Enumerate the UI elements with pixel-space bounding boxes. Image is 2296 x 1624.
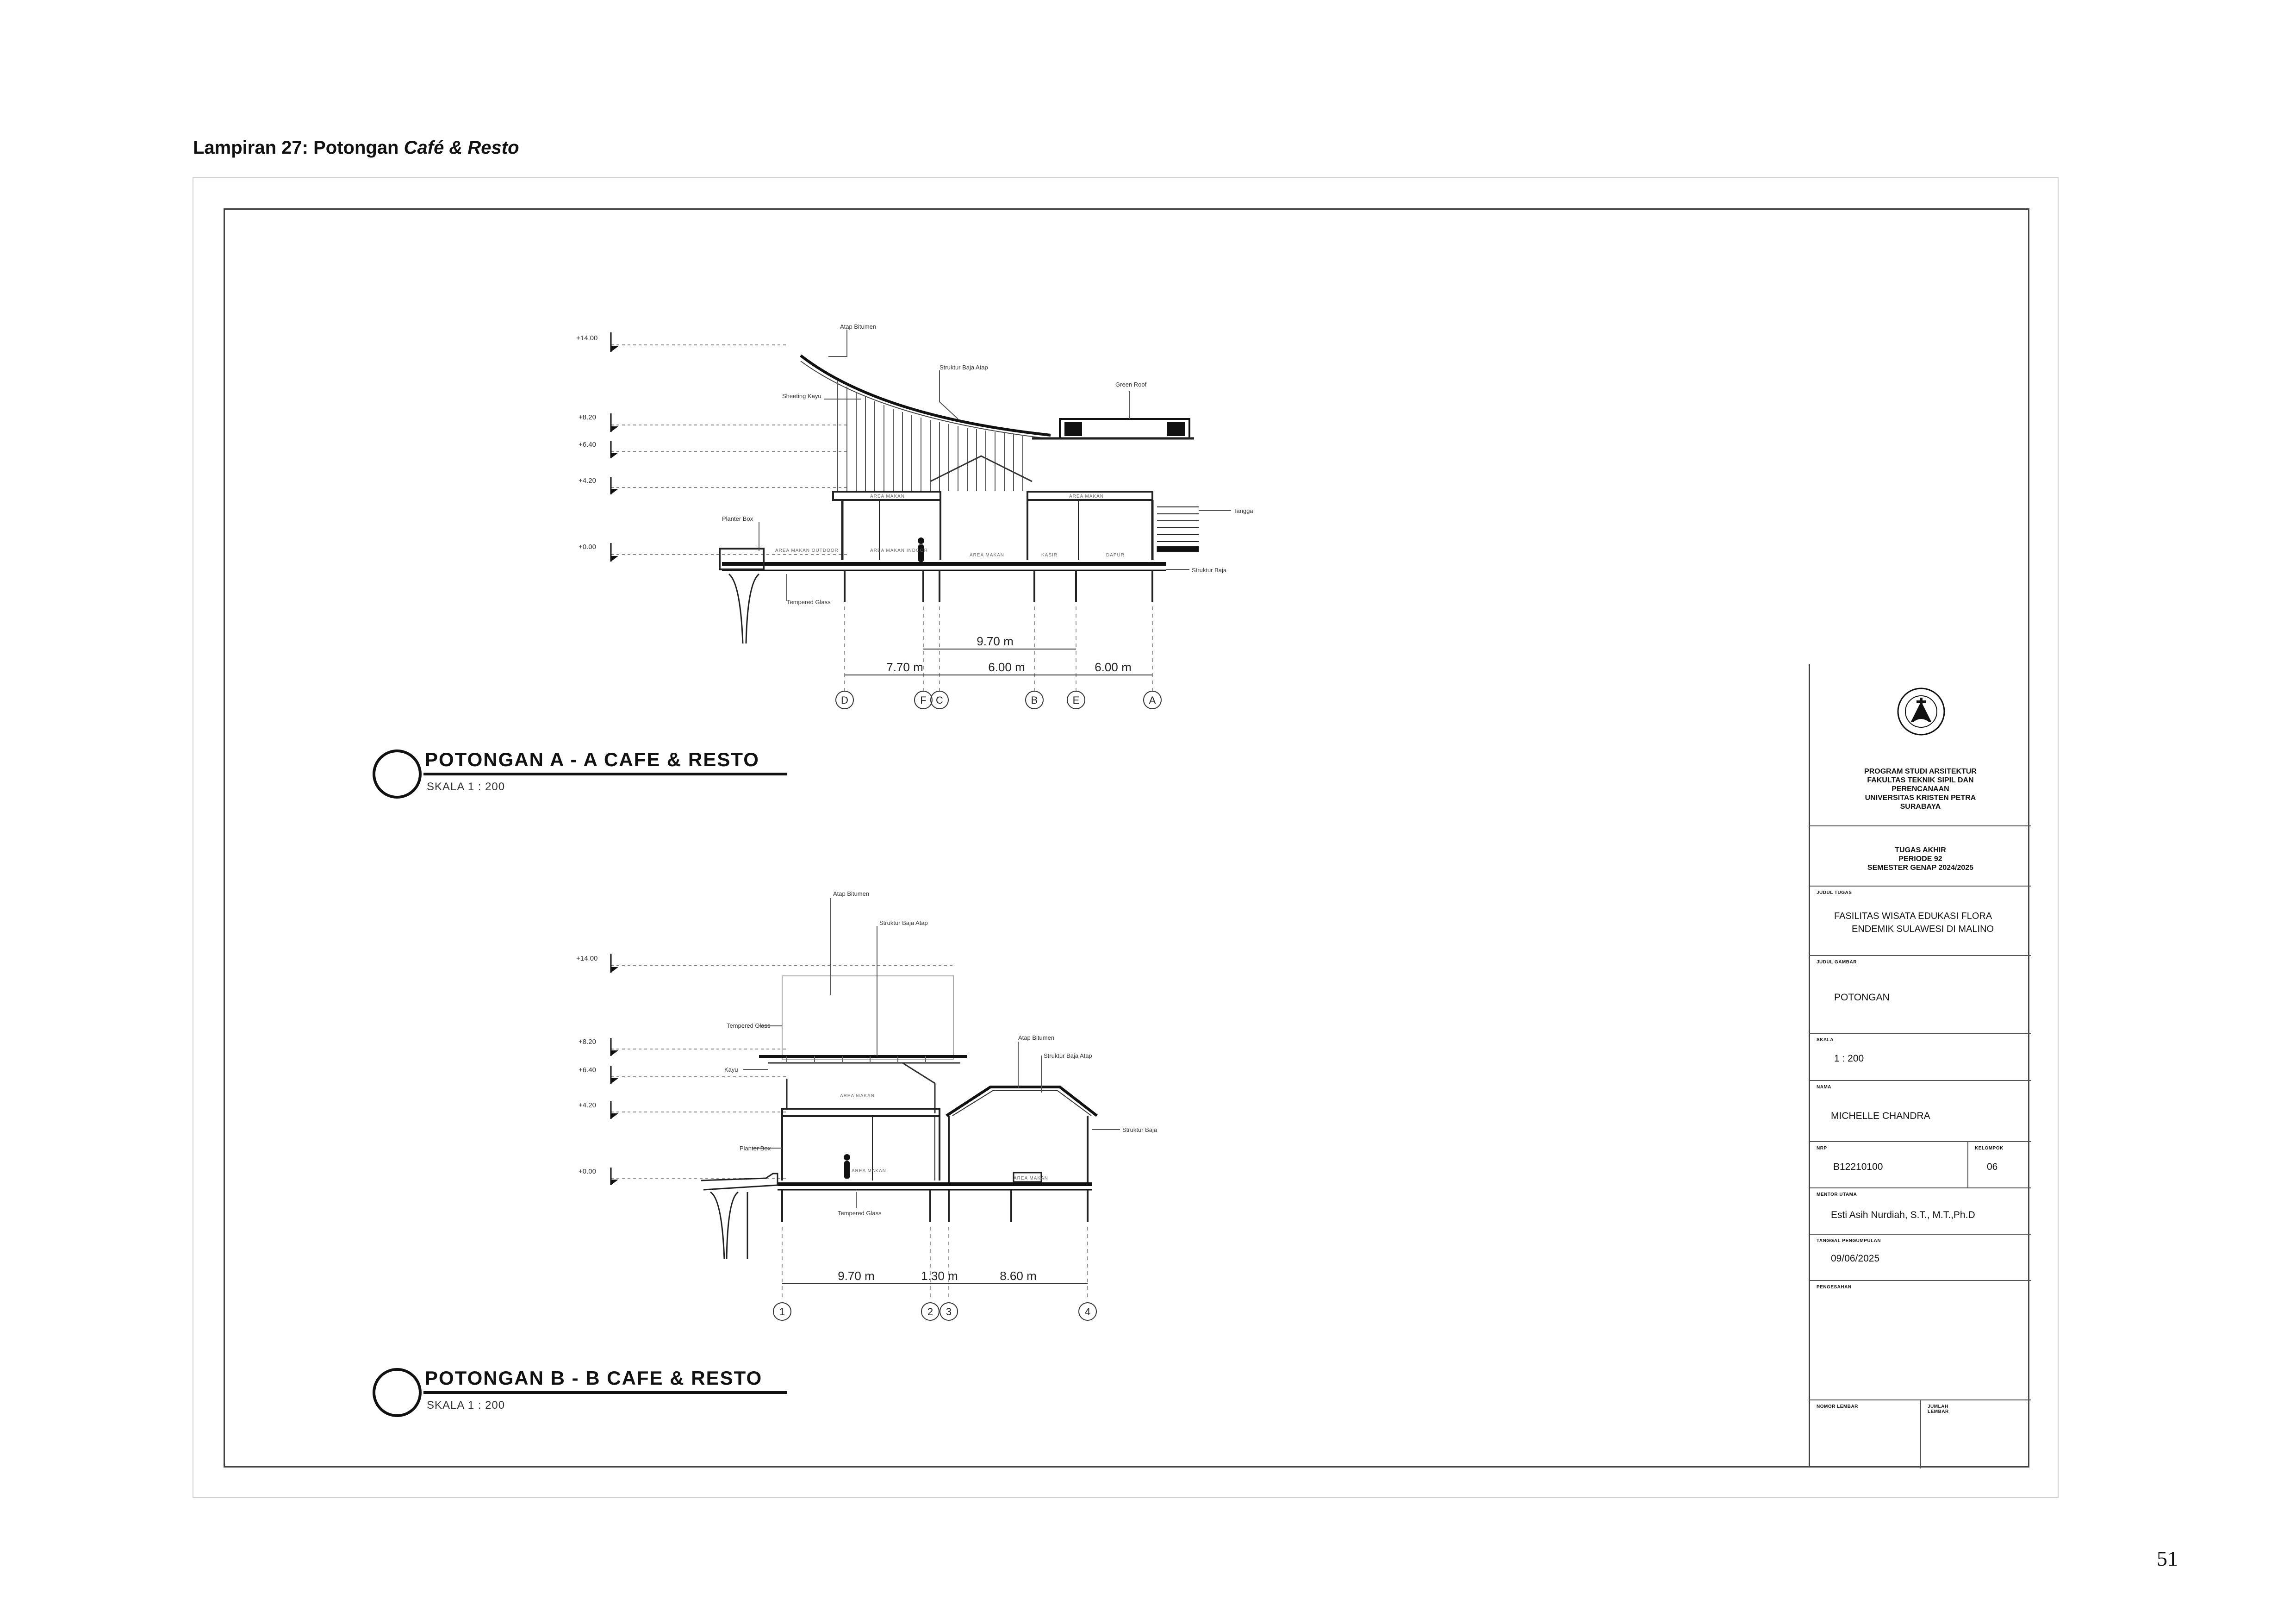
a-grid-A: A <box>1149 694 1156 706</box>
a-room-area-makan-indoor: AREA MAKAN INDOOR <box>870 548 928 553</box>
a-label-struktur-baja: Struktur Baja <box>1192 567 1227 574</box>
pengesahan-label: PENGESAHAN <box>1817 1285 1852 1290</box>
project-line-3: SEMESTER GENAP 2024/2025 <box>1867 864 1974 872</box>
b-room-area-makan-1: AREA MAKAN <box>840 1093 875 1099</box>
caption-prefix: Lampiran 27: Potongan <box>193 137 404 158</box>
b-dim-2: 1.30 m <box>921 1269 958 1283</box>
a-grid-C: C <box>936 694 943 706</box>
nrp-cell <box>1810 1141 2031 1187</box>
a-label-atap-bitumen: Atap Bitumen <box>840 323 877 330</box>
nomor-lembar-label: NOMOR LEMBAR <box>1817 1404 1858 1409</box>
project-line-2: PERIODE 92 <box>1898 855 1942 863</box>
a-label-tangga: Tangga <box>1233 507 1253 514</box>
b-grid-1: 1 <box>779 1306 785 1318</box>
a-level-5: +0.00 <box>579 543 596 551</box>
b-dim-3: 8.60 m <box>1000 1269 1037 1283</box>
b-room-area-makan-2: AREA MAKAN <box>852 1168 887 1174</box>
a-grid-E: E <box>1072 694 1080 706</box>
institution-line-3: PERENCANAAN <box>1892 785 1949 793</box>
kelompok-value: 06 <box>1987 1162 1998 1172</box>
b-label-kayu: Kayu <box>724 1066 738 1073</box>
b-level-1: +14.00 <box>576 955 598 962</box>
pengesahan-cell <box>1810 1280 2031 1399</box>
b-label-tempered-glass-1: Tempered Glass <box>727 1022 771 1029</box>
judul-gambar-label: JUDUL GAMBAR <box>1817 960 1857 965</box>
university-seal <box>1897 684 1945 739</box>
b-grid-4: 4 <box>1084 1306 1091 1318</box>
judul-tugas-label: JUDUL TUGAS <box>1817 890 1852 895</box>
a-room-area-makan-outdoor: AREA MAKAN OUTDOOR <box>775 548 839 553</box>
mentor-value: Esti Asih Nurdiah, S.T., M.T.,Ph.D <box>1831 1210 1975 1220</box>
judul-tugas-cell <box>1810 886 2031 955</box>
judul-tugas-line-1: FASILITAS WISATA EDUKASI FLORA <box>1834 911 1992 921</box>
tanggal-cell <box>1810 1234 2031 1280</box>
nama-label: NAMA <box>1817 1085 1831 1090</box>
a-level-1: +14.00 <box>576 334 598 342</box>
project-line-1: TUGAS AKHIR <box>1895 846 1946 854</box>
caption-italic: Café & Resto <box>404 137 519 158</box>
institution-line-2: FAKULTAS TEKNIK SIPIL DAN <box>1867 776 1974 784</box>
section-b-scale: SKALA 1 : 200 <box>427 1399 505 1412</box>
section-a-scale: SKALA 1 : 200 <box>427 781 505 793</box>
a-grid-D: D <box>841 694 848 706</box>
a-level-2: +8.20 <box>579 413 596 421</box>
nama-value: MICHELLE CHANDRA <box>1831 1111 1930 1121</box>
lembar-cell <box>1810 1399 2031 1468</box>
skala-label: SKALA <box>1817 1037 1834 1043</box>
b-grid-2: 2 <box>927 1306 933 1318</box>
b-label-struktur-baja-atap-2: Struktur Baja Atap <box>1044 1052 1092 1059</box>
a-label-planter-box: Planter Box <box>722 515 753 522</box>
a-room-kasir: KASIR <box>1041 553 1058 558</box>
judul-gambar-cell <box>1810 955 2031 1033</box>
judul-gambar-value: POTONGAN <box>1834 992 1890 1003</box>
section-b-title-block <box>374 1367 787 1416</box>
a-label-tempered-glass: Tempered Glass <box>787 599 831 606</box>
a-grid-B: B <box>1031 694 1038 706</box>
a-dim-1: 9.70 m <box>977 634 1014 648</box>
a-dim-3: 6.00 m <box>988 660 1025 674</box>
a-room-area-makan-3: AREA MAKAN <box>970 553 1005 558</box>
b-label-tempered-glass-2: Tempered Glass <box>838 1210 882 1217</box>
title-block <box>1809 664 2029 1468</box>
tanggal-value: 09/06/2025 <box>1831 1253 1880 1264</box>
b-label-struktur-baja: Struktur Baja <box>1122 1126 1157 1133</box>
skala-value: 1 : 200 <box>1834 1053 1864 1064</box>
a-level-3: +6.40 <box>579 441 596 449</box>
a-dim-4: 6.00 m <box>1095 660 1132 674</box>
page-number: 51 <box>2157 1547 2178 1570</box>
a-room-area-makan-2: AREA MAKAN <box>1069 494 1104 499</box>
nama-cell <box>1810 1080 2031 1141</box>
a-room-dapur: DAPUR <box>1106 553 1125 558</box>
b-level-5: +0.00 <box>579 1168 596 1175</box>
nrp-label: NRP <box>1817 1146 1827 1151</box>
a-grid-F: F <box>920 694 927 706</box>
a-dim-2: 7.70 m <box>886 660 923 674</box>
kelompok-label: KELOMPOK <box>1975 1146 2004 1151</box>
jumlah-lembar-cell <box>1920 1400 1949 1468</box>
project-cell <box>1810 825 2031 886</box>
a-label-sheeting-kayu: Sheeting Kayu <box>782 393 821 400</box>
a-level-4: +4.20 <box>579 477 596 485</box>
institution-line-1: PROGRAM STUDI ARSITEKTUR <box>1864 768 1977 775</box>
b-level-4: +4.20 <box>579 1101 596 1109</box>
section-a-title-block <box>374 749 787 797</box>
b-label-struktur-baja-atap-1: Struktur Baja Atap <box>879 919 928 926</box>
mentor-label: MENTOR UTAMA <box>1817 1192 1857 1197</box>
skala-cell <box>1810 1033 2031 1080</box>
section-a-title: POTONGAN A - A CAFE & RESTO <box>425 749 759 770</box>
jumlah-lembar-label: JUMLAH LEMBAR <box>1928 1404 1949 1414</box>
nrp-value: B12210100 <box>1833 1162 1883 1172</box>
institution-line-5: SURABAYA <box>1900 803 1941 811</box>
b-label-planter-box: Planter Box <box>740 1145 771 1152</box>
section-b-title: POTONGAN B - B CAFE & RESTO <box>425 1367 763 1389</box>
b-person-figure <box>844 1154 850 1179</box>
judul-tugas-line-2: ENDEMIK SULAWESI DI MALINO <box>1852 924 1994 934</box>
b-room-area-makan-3: AREA MAKAN <box>1014 1176 1049 1181</box>
b-level-3: +6.40 <box>579 1066 596 1074</box>
b-grid-3: 3 <box>946 1306 952 1318</box>
institution-line-4: UNIVERSITAS KRISTEN PETRA <box>1865 794 1976 802</box>
b-label-atap-bitumen-1: Atap Bitumen <box>833 890 870 897</box>
b-dim-1: 9.70 m <box>838 1269 875 1283</box>
tanggal-label: TANGGAL PENGUMPULAN <box>1817 1238 1881 1243</box>
a-label-struktur-baja-atap: Struktur Baja Atap <box>940 364 988 371</box>
mentor-cell <box>1810 1187 2031 1234</box>
a-room-area-makan-1: AREA MAKAN <box>870 494 905 499</box>
a-label-green-roof: Green Roof <box>1115 381 1147 388</box>
b-level-2: +8.20 <box>579 1038 596 1046</box>
b-label-atap-bitumen-2: Atap Bitumen <box>1018 1034 1055 1041</box>
kelompok-cell <box>1967 1142 2032 1188</box>
